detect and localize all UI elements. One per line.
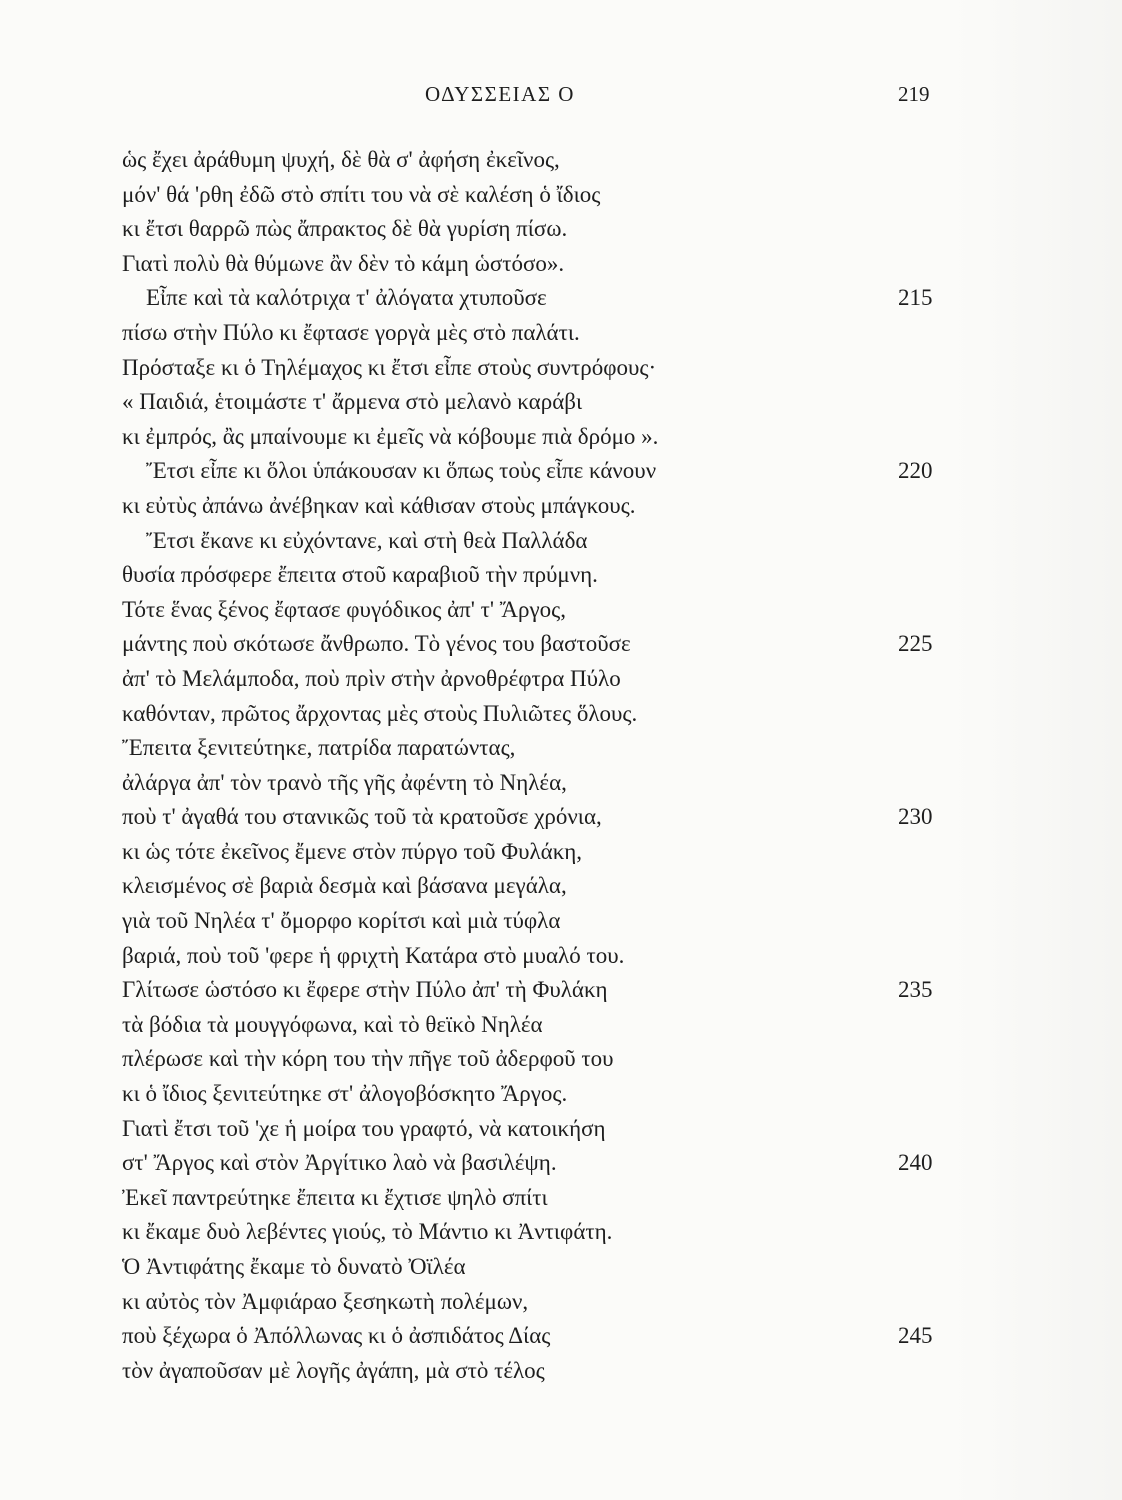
verse-text: κι ἔτσι θαρρῶ πὼς ἄπρακτος δὲ θὰ γυρίση πίσω. [122,216,568,242]
verse-text: τὸν ἀγαποῦσαν μὲ λογῆς ἀγάπη, μὰ στὸ τέλος [122,1357,545,1383]
verse-line [0,524,1122,559]
verse-text: κι ἔκαμε δυὸ λεβέντες γιούς, τὸ Μάντιο κι Ἀντιφάτη. [122,1219,613,1245]
poem-text [0,143,1122,1388]
verse-text: Ὁ Ἀντιφάτης ἔκαμε τὸ δυνατὸ Ὀϊλέα [122,1254,466,1279]
verse-text: κλεισμένος σὲ βαριὰ δεσμὰ καὶ βάσανα μεγάλα, [122,873,567,899]
verse-text: Ἔτσι εἶπε κι ὅλοι ὑπάκουσαν κι ὅπως τοὺς εἶπε κάνουν [146,458,657,484]
verse-line [0,973,1122,1008]
verse-line [0,281,1122,316]
verse-text: Τότε ἕνας ξένος ἔφτασε φυγόδικος ἀπ' τ' Ἄργος, [122,596,566,622]
verse-line [0,1250,1122,1285]
line-number: 220 [898,458,933,484]
verse-text: Πρόσταξε κι ὁ Τηλέμαχος κι ἔτσι εἶπε στοὺς συντρόφους· [122,354,657,380]
verse-text: ποὺ τ' ἀγαθά του στανικῶς τοῦ τὰ κρατοῦσε χρόνια, [122,804,602,830]
verse-text: κι αὐτὸς τὸν Ἀμφιάραο ξεσηκωτὴ πολέμων, [122,1288,529,1314]
line-number: 235 [898,977,933,1003]
verse-text: τὰ βόδια τὰ μουγγόφωνα, καὶ τὸ θεϊκὸ Νηλέα [122,1011,543,1037]
verse-line [0,247,1122,282]
verse-text: κι εὐτὺς ἀπάνω ἀνέβηκαν καὶ κάθισαν στοὺς μπάγκους. [122,492,636,518]
verse-line [0,316,1122,351]
verse-text: Ἔτσι ἔκανε κι εὐχόντανε, καὶ στὴ θεὰ Παλλάδα [146,527,588,553]
verse-line [0,489,1122,524]
verse-text: ἀλάργα ἀπ' τὸν τρανὸ τῆς γῆς ἀφέντη τὸ Νηλέα, [122,769,567,795]
verse-line [0,178,1122,213]
verse-line [0,1181,1122,1216]
verse-text: βαριά, ποὺ τοῦ 'φερε ἡ φριχτὴ Κατάρα στὸ μυαλό του. [122,942,625,968]
verse-line [0,904,1122,939]
verse-line [0,1285,1122,1320]
verse-text: Γλίτωσε ὡστόσο κι ἔφερε στὴν Πύλο ἀπ' τὴ Φυλάκη [122,977,608,1003]
verse-text: θυσία πρόσφερε ἔπειτα στοῦ καραβιοῦ τὴν πρύμνη. [122,562,598,588]
verse-text: στ' Ἄργος καὶ στὸν Ἀργίτικο λαὸ νὰ βασιλέψη. [122,1150,557,1176]
verse-text: μάντης ποὺ σκότωσε ἄνθρωπο. Τὸ γένος του βαστοῦσε [122,631,631,657]
verse-line [0,1112,1122,1147]
verse-text: μόν' θά 'ρθη ἐδῶ στὸ σπίτι του νὰ σὲ καλέση ὁ ἴδιος [122,181,601,207]
verse-text: ποὺ ξέχωρα ὁ Ἀπόλλωνας κι ὁ ἀσπιδάτος Δίας [122,1323,551,1349]
verse-text: Γιατὶ πολὺ θὰ θύμωνε ἂν δὲν τὸ κάμη ὡστόσο». [122,250,565,276]
verse-line [0,835,1122,870]
verse-line [0,1077,1122,1112]
verse-line [0,143,1122,178]
verse-line [0,662,1122,697]
verse-line [0,731,1122,766]
verse-line [0,1008,1122,1043]
line-number: 230 [898,804,933,830]
verse-line [0,593,1122,628]
verse-text: καθόνταν, πρῶτος ἄρχοντας μὲς στοὺς Πυλιῶτες ὅλους. [122,700,638,726]
verse-text: πίσω στὴν Πύλο κι ἔφτασε γοργὰ μὲς στὸ παλάτι. [122,319,580,345]
verse-line [0,1146,1122,1181]
verse-text: ἀπ' τὸ Μελάμποδα, ποὺ πρὶν στὴν ἀρνοθρέφτρα Πύλο [122,665,621,691]
verse-line [0,1319,1122,1354]
verse-text: κι ὡς τότε ἐκεῖνος ἔμενε στὸν πύργο τοῦ Φυλάκη, [122,838,583,864]
verse-text: κι ὁ ἴδιος ξενιτεύτηκε στ' ἀλογοβόσκητο Ἄργος. [122,1081,568,1107]
verse-line [0,1042,1122,1077]
verse-line [0,766,1122,801]
page-header [0,82,1122,112]
verse-text: πλέρωσε καὶ τὴν κόρη του τὴν πῆγε τοῦ ἀδερφοῦ του [122,1046,614,1072]
verse-line [0,385,1122,420]
verse-text: Εἶπε καὶ τὰ καλότριχα τ' ἀλόγατα χτυποῦσε [146,285,547,311]
verse-text: ὡς ἔχει ἀράθυμη ψυχή, δὲ θὰ σ' ἀφήση ἐκεῖνος, [122,147,560,172]
verse-line [0,351,1122,386]
verse-line [0,939,1122,974]
verse-line [0,558,1122,593]
verse-line [0,212,1122,247]
verse-line [0,1215,1122,1250]
line-number: 215 [898,285,933,311]
page-number: 219 [898,82,930,106]
verse-text: « Παιδιά, ἑτοιμάστε τ' ἄρμενα στὸ μελανὸ καράβι [122,389,583,415]
line-number: 245 [898,1323,933,1349]
verse-text: κι ἐμπρός, ἂς μπαίνουμε κι ἐμεῖς νὰ κόβουμε πιὰ δρόμο ». [122,423,659,449]
verse-line [0,869,1122,904]
verse-text: γιὰ τοῦ Νηλέα τ' ὄμορφο κορίτσι καὶ μιὰ τύφλα [122,908,561,934]
verse-line [0,454,1122,489]
verse-text: Ἐκεῖ παντρεύτηκε ἔπειτα κι ἔχτισε ψηλὸ σπίτι [122,1184,548,1210]
line-number: 240 [898,1150,933,1176]
verse-line [0,627,1122,662]
running-title: ΟΔΥΣΣΕΙΑΣ Ο [425,82,575,106]
line-number: 225 [898,631,933,657]
verse-text: Ἔπειτα ξενιτεύτηκε, πατρίδα παρατώντας, [122,735,516,761]
verse-line [0,420,1122,455]
verse-text: Γιατὶ ἔτσι τοῦ 'χε ἡ μοίρα του γραφτό, νὰ κατοικήση [122,1115,606,1141]
verse-line [0,1354,1122,1389]
verse-line [0,697,1122,732]
verse-line [0,800,1122,835]
